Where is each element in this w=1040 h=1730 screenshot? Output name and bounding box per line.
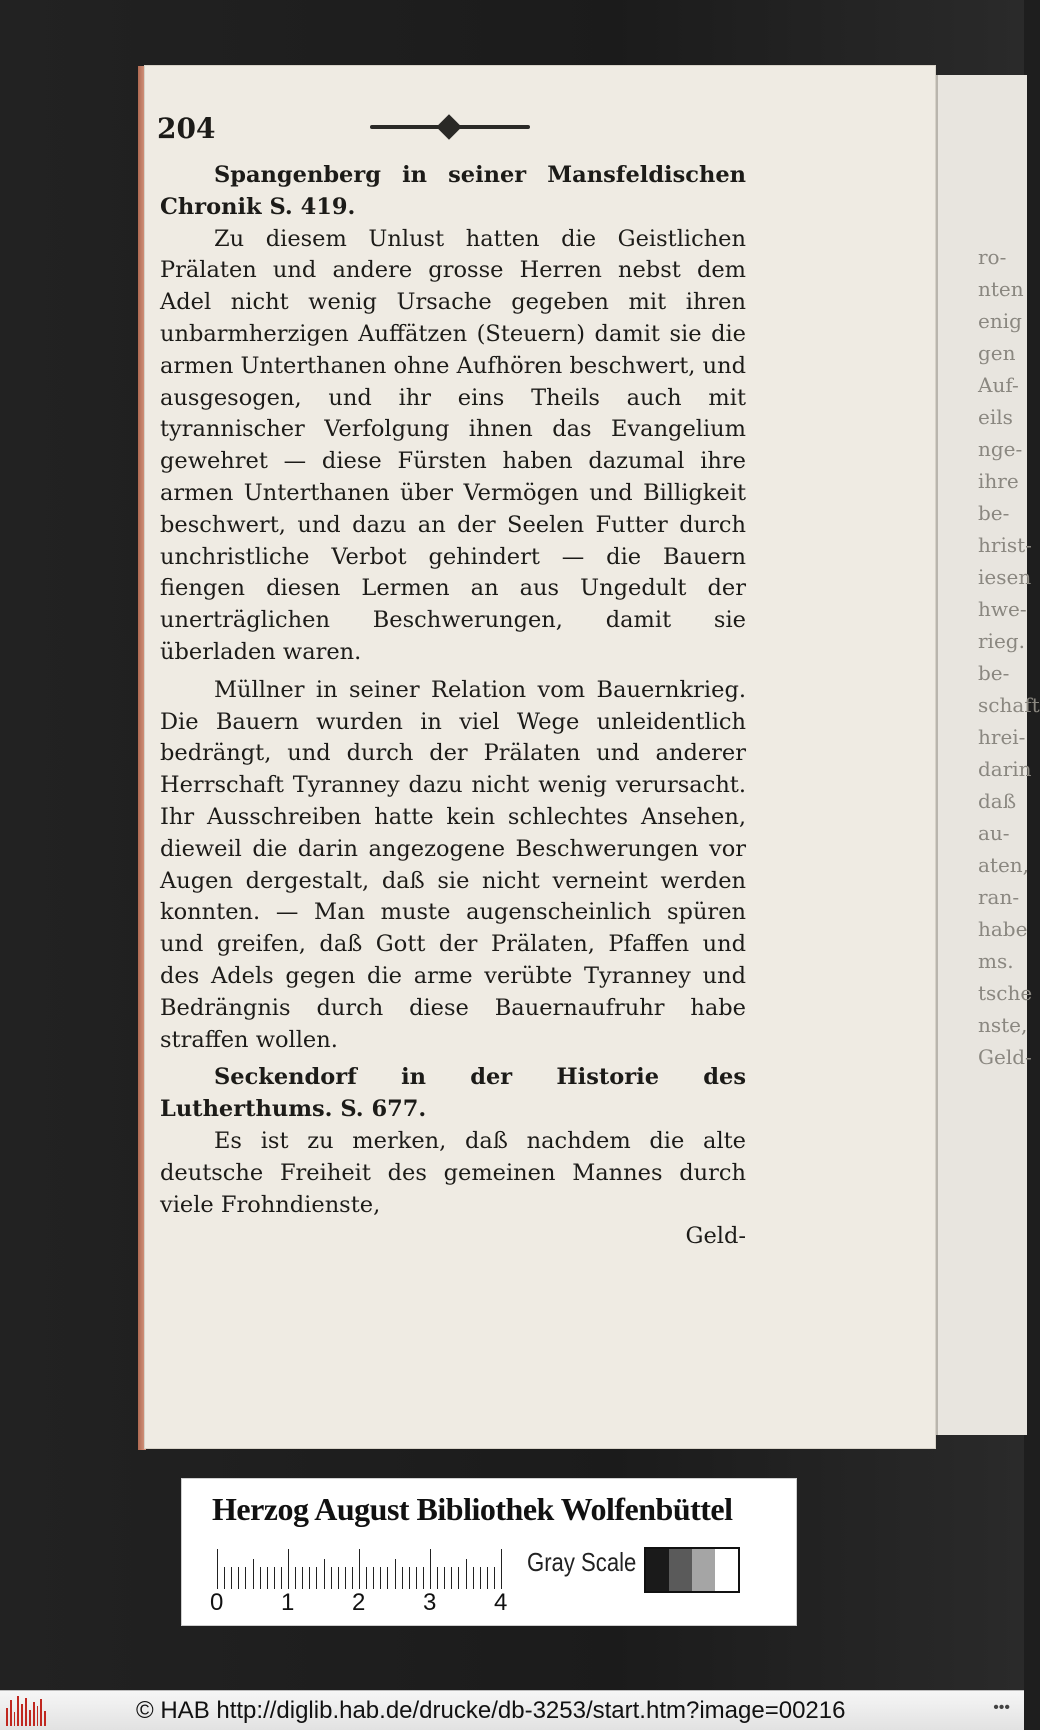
- adjacent-page-fragment: rieg.: [978, 629, 1025, 653]
- color-scale-card: [181, 1478, 797, 1626]
- adjacent-page-fragment: ihre: [978, 469, 1019, 493]
- adjacent-page-fragment: iesen: [978, 565, 1032, 589]
- ruler-tick: [267, 1567, 268, 1589]
- logo-bar: [40, 1699, 42, 1726]
- ruler-tick: [380, 1567, 381, 1589]
- ruler-tick: [316, 1567, 317, 1589]
- ruler-tick: [423, 1567, 424, 1589]
- adjacent-page-fragment: habe: [978, 917, 1028, 941]
- gray-swatch: [692, 1549, 715, 1591]
- gray-scale-label: Gray Scale: [527, 1547, 637, 1577]
- adjacent-page-fragment: Geld-: [978, 1045, 1032, 1069]
- gray-swatch: [669, 1549, 692, 1591]
- adjacent-page-fragment: tsche: [978, 981, 1033, 1005]
- ruler-label: 3: [423, 1589, 437, 1616]
- more-icon[interactable]: •••: [993, 1699, 1010, 1716]
- ruler-labels: [210, 1589, 530, 1617]
- body-paragraph: Müllner in seiner Relation vom Bauernkrieg. Die Bauern wurden in viel Wege unleidentlich bedrängt, und durch der Prälaten und anderer Herrschaft Tyranney dazu nicht wenig verursacht. Ihr Ausschreiben hatte kein schlechtes Ansehen, dieweil die darin angezogene Beschwerungen vor Augen dergestalt, daß sie nicht verneint werden konnten. — Man muste augenscheinlich spüren und greifen, daß Gott der Prälaten, Pfaffen und des Adels gegen die arme verübte Tyranney und Bedrängnis durch diese Bauernaufruhr habe straffen wollen.: [160, 676, 746, 1053]
- body-paragraph: Zu diesem Unlust hatten die Geistlichen Prälaten und andere grosse Herren nebst dem Adel nicht wenig Ursache gegeben mit ihren unbarmherzigen Auffätzen (Steuern) damit sie die armen Unterthanen ohne Aufhören beschwert, und ausgesogen, und ihr eins Theils auch mit tyrannischer Verfolgung ihnen das Evangelium gewehret — diese Fürsten haben dazumal ihre armen Unterthanen über Vermögen und Billigkeit beschwert, und dazu an der Seelen Futter durch unchristliche Verbot gehindert — die Bauern fiengen diesen Lermen an aus Ungedult der unerträglichen Beschwerungen, damit sie überladen waren.: [160, 225, 746, 665]
- ruler-tick: [373, 1567, 374, 1589]
- adjacent-page-fragment: be-: [978, 501, 1010, 525]
- adjacent-page-fragment: hrist-: [978, 533, 1032, 557]
- ruler-tick: [231, 1567, 232, 1589]
- ruler-tick: [487, 1567, 488, 1589]
- ruler-tick: [302, 1567, 303, 1589]
- adjacent-page: [935, 75, 1040, 1435]
- logo-bar: [17, 1696, 19, 1726]
- adjacent-page-fragment: nten: [978, 277, 1024, 301]
- ruler-tick: [409, 1567, 410, 1589]
- ruler-tick: [331, 1567, 332, 1589]
- ruler-tick: [274, 1567, 275, 1589]
- adjacent-page-fragment: ro-: [978, 245, 1007, 269]
- logo-bar: [33, 1702, 35, 1726]
- ruler-tick: [366, 1567, 367, 1589]
- adjacent-page-fragment: daß: [978, 789, 1017, 813]
- ruler-tick: [288, 1549, 289, 1589]
- logo-bar: [14, 1712, 16, 1726]
- logo-bar: [6, 1708, 8, 1726]
- ruler-tick: [253, 1559, 254, 1589]
- hab-logo-icon: [6, 1696, 46, 1726]
- ruler-tick: [359, 1549, 360, 1589]
- ruler-tick: [245, 1567, 246, 1589]
- gray-scale-bar: [644, 1547, 740, 1593]
- ruler-label: 0: [210, 1589, 224, 1616]
- adjacent-page-fragment: ran-: [978, 885, 1020, 909]
- ruler-tick: [281, 1567, 282, 1589]
- adjacent-page-fragment: hwe-: [978, 597, 1027, 621]
- catchword: Geld-: [685, 1223, 746, 1250]
- gray-swatch: [715, 1549, 738, 1591]
- logo-bar: [25, 1698, 27, 1726]
- ruler-tick: [466, 1559, 467, 1589]
- adjacent-page-fragment: au-: [978, 821, 1010, 845]
- adjacent-page-fragment: enig: [978, 309, 1022, 333]
- ruler-tick: [430, 1549, 431, 1589]
- logo-bar: [10, 1700, 12, 1726]
- ruler-tick: [494, 1567, 495, 1589]
- page-number: 204: [157, 112, 216, 145]
- ruler-tick: [324, 1559, 325, 1589]
- body-paragraph: Es ist zu merken, daß nachdem die alte deutsche Freiheit des gemeinen Mannes durch viele Frohndienste,: [160, 1127, 746, 1218]
- ruler-tick: [338, 1567, 339, 1589]
- ruler-tick: [217, 1549, 218, 1589]
- logo-bar: [21, 1704, 23, 1726]
- ruler-tick: [260, 1567, 261, 1589]
- ruler-tick: [437, 1567, 438, 1589]
- adjacent-page-fragment: schaft: [978, 693, 1040, 717]
- adjacent-page-fragment: eils: [978, 405, 1013, 429]
- ruler-tick: [224, 1567, 225, 1589]
- adjacent-page-fragment: aten,: [978, 853, 1030, 877]
- ruler-tick: [458, 1567, 459, 1589]
- ruler-label: 2: [352, 1589, 366, 1616]
- ruler-tick: [309, 1567, 310, 1589]
- citation-heading: Seckendorf in der Historie des Lutherthums. S. 677.: [160, 1064, 746, 1123]
- ruler-tick: [473, 1567, 474, 1589]
- ruler-tick: [387, 1567, 388, 1589]
- ruler-tick: [451, 1567, 452, 1589]
- library-title: Herzog August Bibliothek Wolfenbüttel: [212, 1491, 733, 1527]
- logo-bar: [37, 1706, 39, 1726]
- ruler-tick: [395, 1559, 396, 1589]
- ruler-tick: [501, 1549, 502, 1589]
- footer-bar: [0, 1690, 1024, 1730]
- ruler-tick: [444, 1567, 445, 1589]
- ruler-label: 1: [281, 1589, 295, 1616]
- adjacent-page-fragment: Auf-: [978, 373, 1019, 397]
- adjacent-page-fragment: ms.: [978, 949, 1014, 973]
- ruler-tick: [345, 1567, 346, 1589]
- page-text: [160, 160, 746, 1253]
- ruler-tick: [480, 1567, 481, 1589]
- citation-heading: Spangenberg in seiner Mansfeldischen Chronik S. 419.: [160, 162, 746, 220]
- ruler-tick: [352, 1567, 353, 1589]
- adjacent-page-fragment: be-: [978, 661, 1010, 685]
- ruler: [217, 1549, 507, 1589]
- ruler-tick: [402, 1567, 403, 1589]
- ruler-tick: [416, 1567, 417, 1589]
- adjacent-page-fragment: nste,: [978, 1013, 1028, 1037]
- adjacent-page-fragment: darin: [978, 757, 1032, 781]
- adjacent-page-fragment: hrei-: [978, 725, 1026, 749]
- ruler-label: 4: [494, 1589, 508, 1616]
- adjacent-page-fragment: gen: [978, 341, 1016, 365]
- logo-bar: [29, 1710, 31, 1726]
- gray-swatch: [646, 1549, 669, 1591]
- copyright-url[interactable]: © HAB http://diglib.hab.de/drucke/db-3253/start.htm?image=00216: [136, 1696, 846, 1724]
- ruler-tick: [295, 1567, 296, 1589]
- ruler-tick: [238, 1567, 239, 1589]
- logo-bar: [44, 1711, 46, 1726]
- adjacent-page-fragment: nge-: [978, 437, 1023, 461]
